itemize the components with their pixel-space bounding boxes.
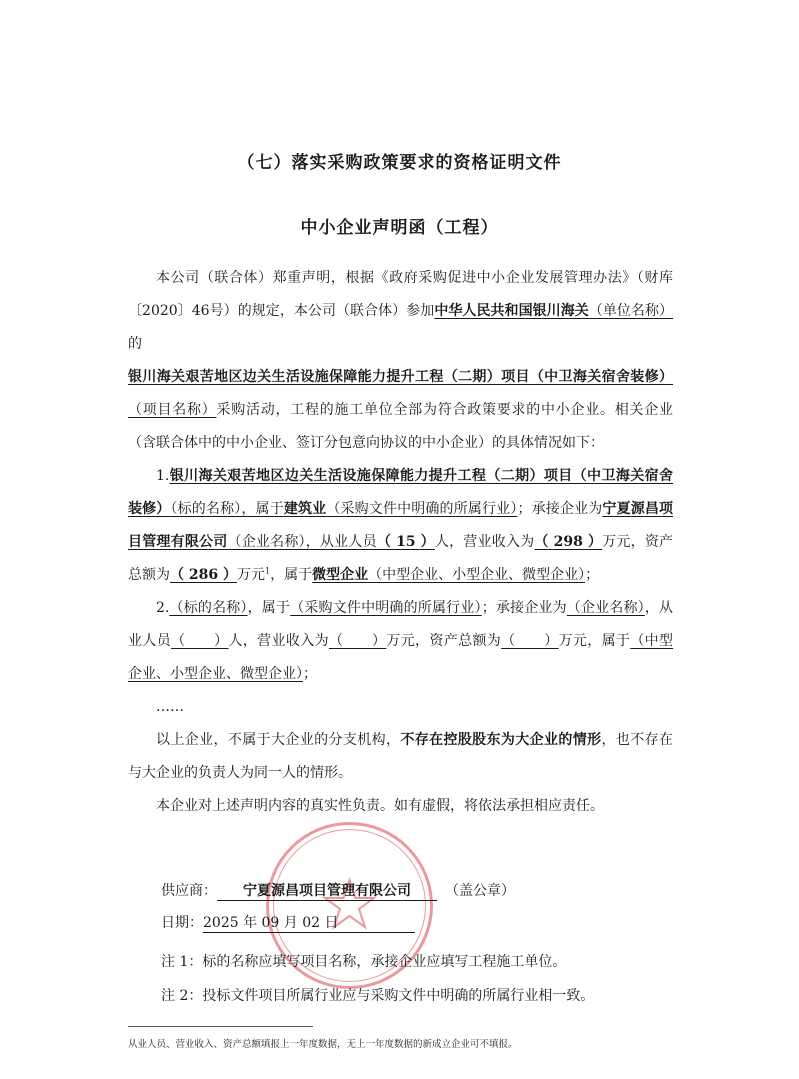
buyer-name: 中华人民共和国银川海关 [434, 303, 589, 319]
item-1-industry-label: （采购文件中明确的所属行业） [326, 501, 518, 517]
item-2-company: （企业名称） [566, 600, 645, 616]
item-1-text-6: 万元 [236, 567, 265, 583]
buyer-label: （单位名称） [588, 303, 674, 319]
item-2-text-6: 万元，属于 [558, 633, 631, 649]
item-1-industry: 建筑业 [283, 501, 327, 517]
item-2-text-7: ； [303, 666, 317, 682]
item-1-revenue: （ 298 ） [534, 534, 603, 550]
item-2-text-4: 人，营业收入为 [228, 633, 329, 649]
intro-text-2: 的 [128, 336, 142, 352]
item-1 [128, 460, 673, 592]
item-2-text-2: ；承接企业为 [481, 600, 567, 616]
declaration-body [128, 262, 673, 823]
responsibility-paragraph: 本企业对上述声明内容的真实性负责。如有虚假，将依法承担相应责任。 [156, 798, 604, 814]
supplier-name: 宁夏源昌项目管理有限公司 [217, 882, 437, 901]
date-label: 日期： [161, 915, 203, 931]
item-2-revenue: （ ） [328, 633, 387, 649]
item-1-staff: （ 15 ） [376, 534, 435, 550]
statement-text-1: 以上企业，不属于大企业的分支机构， [156, 732, 401, 748]
item-1-subject: 银川海关艰苦地区边关生活设施保障能力提升工程（二期）项目（中卫海关宿舍装修） [128, 468, 673, 517]
item-2-assets: （ ） [501, 633, 559, 649]
item-2-staff: （ ） [171, 633, 229, 649]
statement-paragraph [128, 724, 673, 790]
item-1-text-2: ；承接企业为 [517, 501, 603, 517]
item-1-text-7: ，属于 [270, 567, 313, 583]
footnote-ref: 1 [264, 566, 271, 576]
item-1-company: 宁夏源昌项目管理有限公司 [128, 501, 674, 550]
note-1: 注 1：标的名称应填写项目名称，承接企业应填写工程施工单位。 [161, 954, 567, 970]
item-2-text-3: ，从业人员 [128, 600, 674, 649]
section-title: （七）落实采购政策要求的资格证明文件 [237, 153, 562, 173]
item-2-number: 2. [156, 600, 170, 616]
item-1-text-3: （企业名称），从业人员 [227, 534, 377, 550]
item-2-industry: （采购文件中明确的所属行业） [290, 600, 482, 616]
item-1-type-label: （中型企业、小型企业、微型企业） [368, 567, 586, 583]
item-2-subject: （标的名称） [169, 600, 248, 616]
project-name: 银川海关艰苦地区边关生活设施保障能力提升工程（二期）项目（中卫海关宿舍装修） [128, 369, 673, 385]
item-1-number: 1. [156, 468, 170, 484]
item-2 [128, 592, 673, 691]
intro-paragraph [128, 262, 673, 460]
supplier-label: 供应商： [161, 883, 217, 899]
note-2: 注 2：投标文件项目所属行业应与采购文件中明确的所属行业相一致。 [161, 988, 595, 1004]
item-2-text-5: 万元，资产总额为 [386, 633, 502, 649]
ellipsis: …… [156, 699, 184, 715]
declaration-title: 中小企业声明函（工程） [300, 218, 499, 238]
project-label: （项目名称） [128, 402, 217, 418]
statement-bold: 不存在控股股东为大企业的情形 [400, 732, 602, 748]
item-1-text-5: 万元，资产总额为 [128, 534, 674, 583]
date-value: 2025 年 09 月 02 日 [203, 914, 415, 933]
item-1-text-4: 人，营业收入为 [434, 534, 535, 550]
item-1-enterprise-type: 微型企业 [312, 567, 369, 583]
intro-text-3: 采购活动，工程的施工单位全部为符合政策要求的中小企业。相关企业（含联合体中的中小企业、签订分包意向协议的中小企业）的具体情况如下： [128, 402, 673, 451]
item-2-enterprise-type: （中型企业、小型企业、微型企业） [128, 633, 674, 682]
footnote-divider [128, 1026, 313, 1027]
item-1-text-8: ； [585, 567, 600, 583]
footnote: 从业人员、营业收入、资产总额填报上一年度数据，无上一年度数据的新成立企业可不填报。 [128, 1039, 518, 1050]
seal-note: （盖公章） [445, 883, 515, 899]
statement-text-2: ，也不存在与大企业的负责人为同一人的情形。 [128, 732, 674, 781]
supplier-line [161, 880, 515, 901]
intro-text-1: 本公司（联合体）郑重声明，根据《政府采购促进中小企业发展管理办法》（财库〔2020〕46号）的规定，本公司（联合体）参加 [128, 270, 673, 319]
item-2-text-1: ，属于 [247, 600, 291, 616]
item-1-text-1: （标的名称），属于 [170, 501, 284, 517]
item-1-assets: （ 286 ） [170, 567, 237, 583]
date-line [161, 912, 415, 933]
